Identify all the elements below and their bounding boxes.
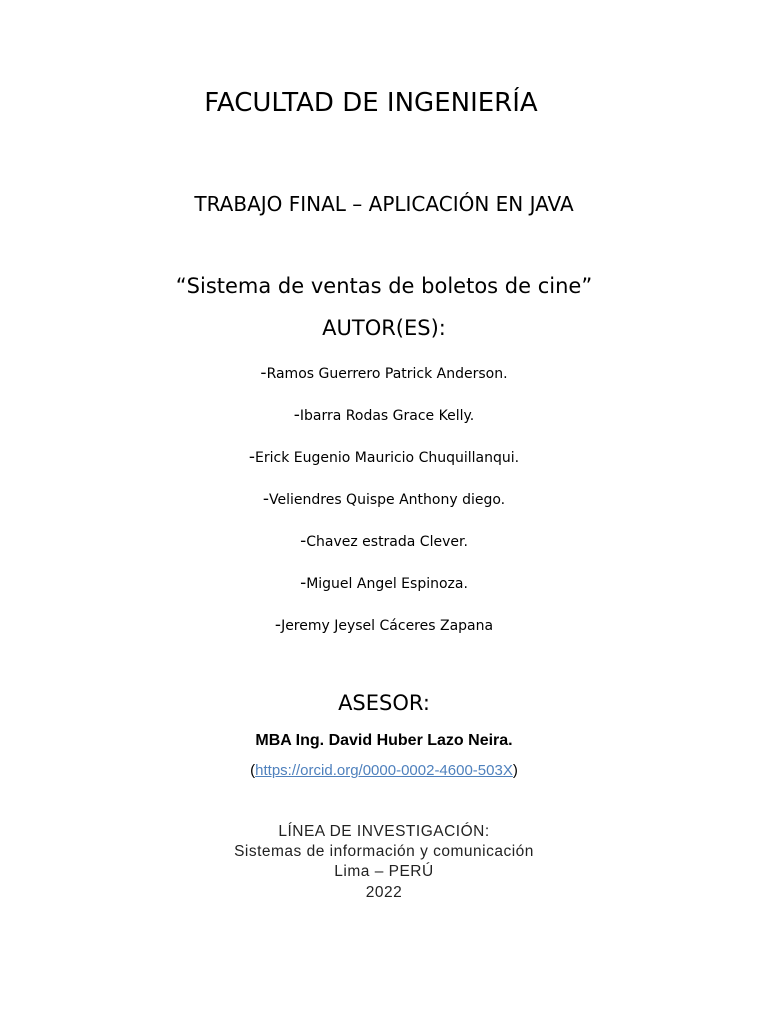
- author-name: Erick Eugenio Mauricio Chuquillanqui.: [255, 450, 520, 466]
- author-item: [0, 615, 768, 635]
- author-dash: -: [300, 531, 307, 551]
- orcid-open-paren: (: [250, 762, 256, 779]
- author-dash: -: [300, 573, 307, 593]
- advisor-heading: ASESOR:: [338, 691, 430, 715]
- author-name: Ramos Guerrero Patrick Anderson.: [266, 366, 508, 382]
- year: 2022: [365, 884, 403, 901]
- author-name: Chavez estrada Clever.: [306, 534, 468, 550]
- advisor-name: MBA Ing. David Huber Lazo Neira.: [255, 732, 513, 749]
- work-title: TRABAJO FINAL – APLICACIÓN EN JAVA: [194, 192, 574, 216]
- author-dash: -: [262, 489, 269, 509]
- orcid-close-paren: ): [512, 762, 518, 779]
- author-dash: -: [248, 447, 256, 467]
- author-name: Miguel Angel Espinoza.: [306, 576, 468, 592]
- faculty-title: FACULTAD DE INGENIERÍA: [204, 88, 538, 118]
- authors-heading: AUTOR(ES):: [322, 316, 446, 340]
- author-dash: -: [260, 363, 267, 383]
- author-name: Jeremy Jeysel Cáceres Zapana: [281, 618, 494, 634]
- author-item: [0, 405, 768, 425]
- author-name: Ibarra Rodas Grace Kelly.: [299, 408, 475, 424]
- author-name: Veliendres Quispe Anthony diego.: [269, 492, 506, 508]
- author-item: [0, 531, 768, 551]
- author-item: [0, 363, 768, 383]
- author-item: [0, 447, 768, 467]
- orcid-link[interactable]: https://orcid.org/0000-0002-4600-503X: [255, 762, 513, 779]
- author-dash: -: [293, 405, 300, 425]
- author-item: [0, 573, 768, 593]
- research-line-label: LÍNEA DE INVESTIGACIÓN:: [278, 823, 490, 840]
- author-item: [0, 489, 768, 509]
- orcid-reference: [0, 762, 768, 779]
- author-dash: -: [274, 615, 282, 635]
- location: Lima – PERÚ: [334, 863, 434, 880]
- research-area: Sistemas de información y comunicación: [234, 843, 534, 860]
- project-title: “Sistema de ventas de boletos de cine”: [175, 274, 593, 298]
